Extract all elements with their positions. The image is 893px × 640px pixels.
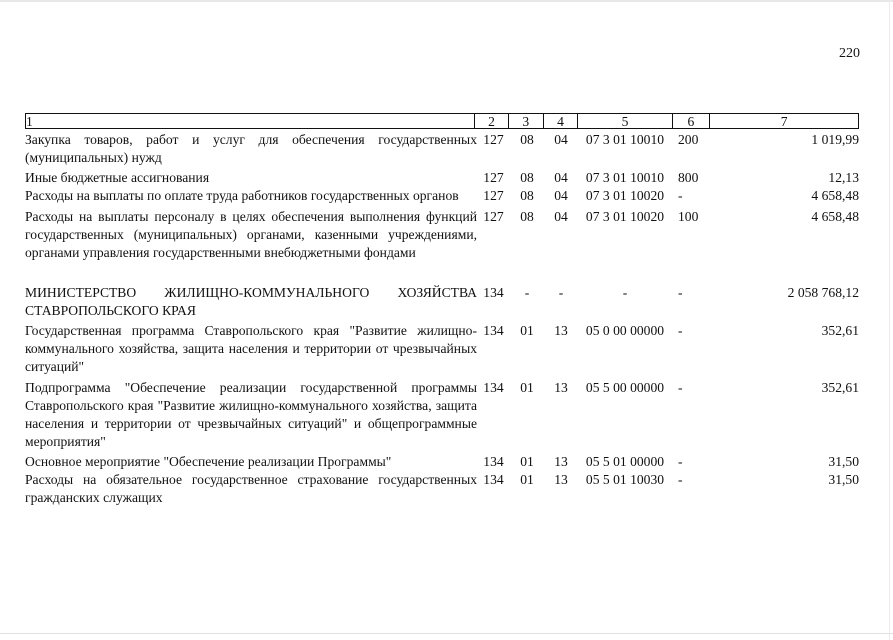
row-code-3: - <box>524 285 530 300</box>
row-code-2: 134 <box>483 472 504 487</box>
column-header-5: 5 <box>577 114 671 128</box>
row-code-4: 13 <box>554 454 568 469</box>
row-code-3: 08 <box>520 170 534 185</box>
table-row <box>25 453 859 471</box>
scan-right-edge <box>889 0 890 640</box>
row-code-6: 100 <box>678 209 699 224</box>
row-name: Расходы на выплаты по оплате труда работников государственных органов <box>25 188 459 203</box>
row-code-3: 01 <box>520 472 534 487</box>
row-code-3: 01 <box>520 380 534 395</box>
column-header-7: 7 <box>709 114 858 128</box>
row-name: Государственная программа Ставропольского края "Развитие жилищно-коммунального хозяйства, защита населения и территории от чрезвычайных ситуаций" <box>25 323 477 374</box>
row-code-5: 05 5 00 00000 <box>585 380 665 395</box>
row-code-6: - <box>678 188 683 203</box>
row-code-2: 127 <box>483 170 504 185</box>
row-code-2: 127 <box>483 209 504 224</box>
table-row <box>25 187 859 205</box>
row-code-4: 13 <box>554 323 568 338</box>
row-code-4: 04 <box>554 188 568 203</box>
row-code-2: 127 <box>483 132 504 147</box>
row-code-4: 04 <box>554 209 568 224</box>
row-code-4: 04 <box>554 132 568 147</box>
row-amount: 12,13 <box>828 170 859 185</box>
row-amount: 2 058 768,12 <box>787 285 859 300</box>
row-code-6: - <box>678 454 683 469</box>
row-amount: 31,50 <box>828 472 859 487</box>
row-name: Подпрограмма "Обеспечение реализации государственной программы Ставропольского края "Развитие жилищно-коммунального хозяйства, защита населения и территории от чрезвычайных ситуаций" и общепрограммные мероприятия" <box>25 380 477 449</box>
row-code-3: 08 <box>520 188 534 203</box>
row-name: Основное мероприятие "Обеспечение реализации Программы" <box>25 454 392 469</box>
column-header-3: 3 <box>508 114 543 128</box>
row-amount: 4 658,48 <box>811 209 859 224</box>
page-number: 220 <box>839 46 860 61</box>
row-code-5: 05 5 01 10030 <box>585 472 665 487</box>
row-amount: 352,61 <box>821 380 859 395</box>
row-code-2: 134 <box>483 285 504 300</box>
table-row <box>25 208 859 262</box>
row-code-6: 800 <box>678 170 699 185</box>
row-code-4: - <box>558 285 564 300</box>
column-header-1: 1 <box>26 114 33 129</box>
table-row <box>25 379 859 451</box>
table-row <box>25 284 859 320</box>
row-code-3: 08 <box>520 209 534 224</box>
table-row <box>25 322 859 376</box>
scan-bottom-edge <box>0 633 893 634</box>
row-code-4: 04 <box>554 170 568 185</box>
row-code-4: 13 <box>554 472 568 487</box>
row-name: МИНИСТЕРСТВО ЖИЛИЩНО-КОММУНАЛЬНОГО ХОЗЯЙСТВА СТАВРОПОЛЬСКОГО КРАЯ <box>25 285 477 318</box>
budget-table <box>25 113 859 507</box>
section-spacer <box>25 262 859 284</box>
row-name: Расходы на обязательное государственное страхование государственных гражданских служащих <box>25 472 477 505</box>
row-code-2: 134 <box>483 323 504 338</box>
column-header-4: 4 <box>543 114 578 128</box>
table-row <box>25 471 859 507</box>
row-amount: 4 658,48 <box>811 188 859 203</box>
row-code-2: 134 <box>483 380 504 395</box>
row-code-5: 05 5 01 00000 <box>585 454 665 469</box>
row-amount: 1 019,99 <box>811 132 859 147</box>
row-code-2: 134 <box>483 454 504 469</box>
row-code-6: - <box>678 380 683 395</box>
row-code-3: 01 <box>520 454 534 469</box>
table-row <box>25 131 859 167</box>
column-header-6: 6 <box>672 114 710 128</box>
row-name: Иные бюджетные ассигнования <box>25 170 210 185</box>
row-code-3: 01 <box>520 323 534 338</box>
row-name: Закупка товаров, работ и услуг для обеспечения государственных (муниципальных) нужд <box>25 132 477 165</box>
row-code-5: 07 3 01 10020 <box>585 188 665 203</box>
row-amount: 352,61 <box>821 323 859 338</box>
row-code-5: 05 0 00 00000 <box>585 323 665 338</box>
table-row <box>25 169 859 187</box>
row-code-4: 13 <box>554 380 568 395</box>
row-code-2: 127 <box>483 188 504 203</box>
table-header-row <box>25 113 859 129</box>
row-name: Расходы на выплаты персоналу в целях обеспечения выполнения функций государственных (муниципальных) органами, казенными учреждениями, органами управления государственными внебюджетными фондами <box>25 209 477 260</box>
row-code-6: 200 <box>678 132 699 147</box>
row-code-6: - <box>678 323 683 338</box>
row-amount: 31,50 <box>828 454 859 469</box>
row-code-5: - <box>622 285 628 300</box>
row-code-5: 07 3 01 10010 <box>585 132 665 147</box>
scan-top-edge <box>0 0 893 2</box>
row-code-3: 08 <box>520 132 534 147</box>
row-code-5: 07 3 01 10010 <box>585 170 665 185</box>
column-header-2: 2 <box>474 114 508 128</box>
row-code-6: - <box>678 285 683 300</box>
row-code-6: - <box>678 472 683 487</box>
row-code-5: 07 3 01 10020 <box>585 209 665 224</box>
